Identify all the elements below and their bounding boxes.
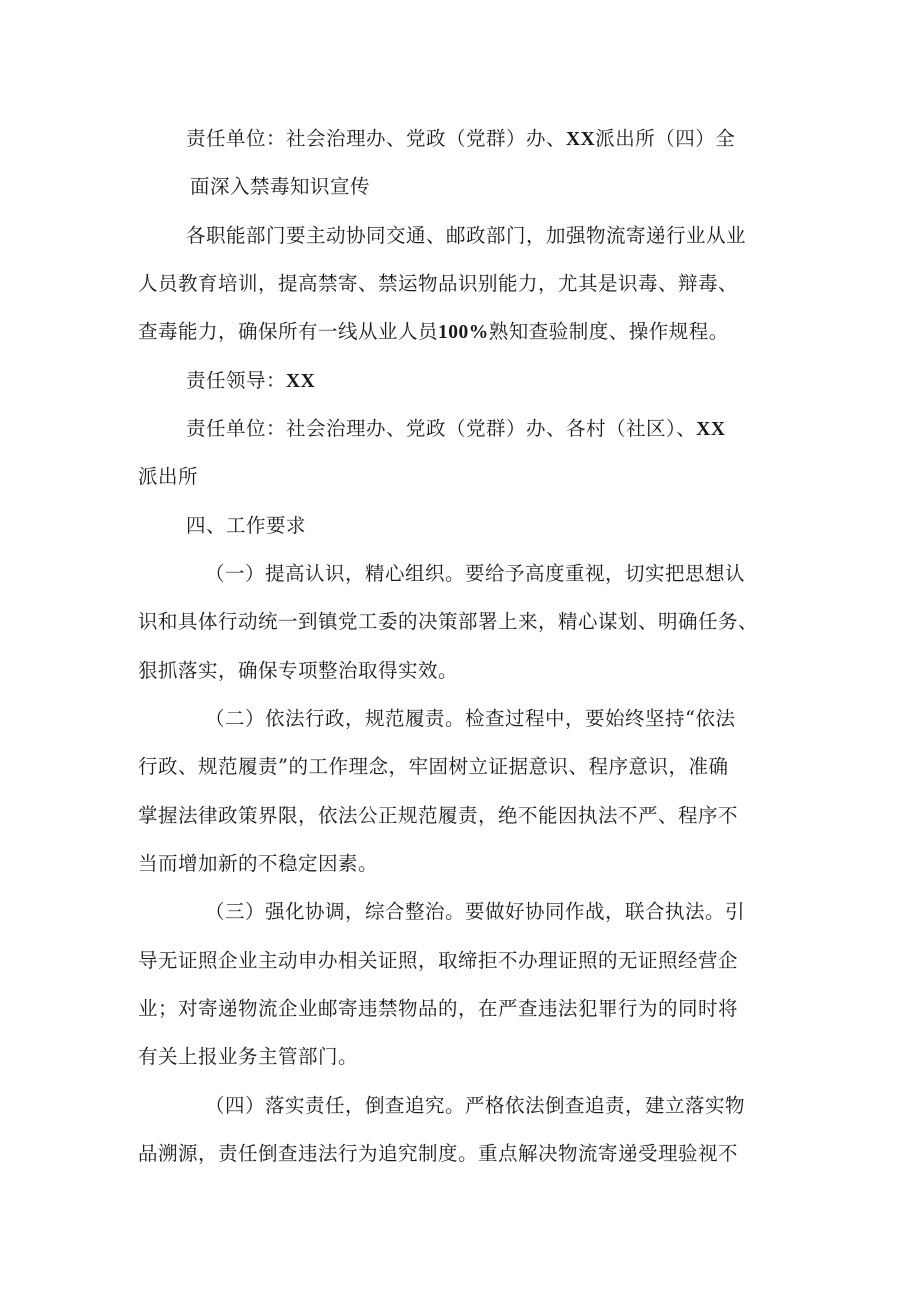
paragraph-line (138, 656, 458, 686)
paragraph-line (138, 946, 738, 976)
text-segment: 查毒能力，确保所有一线从业人员 (138, 320, 439, 343)
text-segment: 各职能部门要主动协同交通、邮政部门，加强物流寄递行业从业 (186, 224, 747, 247)
paragraph-line (186, 221, 746, 251)
text-segment: 熟知查验制度、操作规程。 (488, 320, 729, 343)
paragraph-line (205, 559, 745, 589)
paragraph-line (205, 704, 735, 734)
responsible-leader-line (186, 366, 315, 397)
paragraph-line (138, 1042, 358, 1072)
text-segment: 面深入禁毒知识宣传 (190, 175, 371, 198)
text-segment: （一）提高认识，精心组织。要给予高度重视，切实把思想认 (205, 562, 746, 585)
paragraph-line (138, 607, 758, 637)
text-segment: 派出所 (138, 465, 199, 488)
responsible-unit-line (186, 124, 735, 155)
text-segment: 识和具体行动统一到镇党工委的决策部署上来，精心谋划、明确任务、 (138, 610, 759, 633)
text-segment: （三）强化协调，综合整治。要做好协同作战，联合执法。引 (205, 900, 746, 923)
text-segment: 狠抓落实，确保专项整治取得实效。 (138, 659, 459, 682)
responsible-unit-line (186, 414, 725, 445)
text-segment: （四）落实责任，倒查追究。严格依法倒查追责，建立落实物 (205, 1094, 746, 1117)
text-segment: XX (696, 419, 726, 440)
paragraph-line (138, 849, 378, 879)
text-segment: 品溯源，责任倒查违法行为追究制度。重点解决物流寄递受理验视不 (138, 1142, 739, 1165)
section-heading-line (190, 172, 370, 202)
text-segment: 导无证照企业主动申办相关证照，取缔拒不办理证照的无证照经营企 (138, 949, 739, 972)
bold-placeholder: XX (566, 129, 596, 150)
text-segment: 人员教育培训，提高禁寄、禁运物品识别能力，尤其是识毒、辩毒、 (138, 272, 739, 295)
text-segment: 责任单位：社会治理办、党政（党群）办、 (186, 127, 567, 150)
text-segment: 掌握法律政策界限，依法公正规范履责，绝不能因执法不严、程序不 (138, 804, 739, 827)
text-segment: XX (286, 371, 316, 392)
text-segment: 派出所（四）全 (595, 127, 736, 150)
section-heading (186, 511, 306, 541)
paragraph-line (138, 994, 738, 1024)
paragraph-line (138, 462, 198, 492)
text-segment: 责任单位：社会治理办、党政（党群）办、各村（社区）、 (186, 417, 697, 440)
text-segment: 责任领导： (186, 369, 287, 392)
text-segment: 有关上报业务主管部门。 (138, 1045, 359, 1068)
paragraph-line (138, 1139, 738, 1169)
text-segment: （二）依法行政，规范履责。检查过程中，要始终坚持“依法 (205, 707, 736, 730)
text-segment: 当而增加新的不稳定因素。 (138, 852, 379, 875)
paragraph-line (138, 269, 738, 299)
text-segment: 行政、规范履责”的工作理念，牢固树立证据意识、程序意识，准确 (138, 755, 729, 778)
paragraph-line (138, 752, 728, 782)
paragraph-line (205, 1091, 745, 1121)
text-segment: 四、工作要求 (186, 514, 307, 537)
text-segment: 100% (438, 322, 489, 343)
paragraph-line (138, 801, 738, 831)
text-segment: 业；对寄递物流企业邮寄违禁物品的，在严查违法犯罪行为的同时将 (138, 997, 739, 1020)
paragraph-line (205, 897, 745, 927)
paragraph-line (138, 317, 729, 348)
